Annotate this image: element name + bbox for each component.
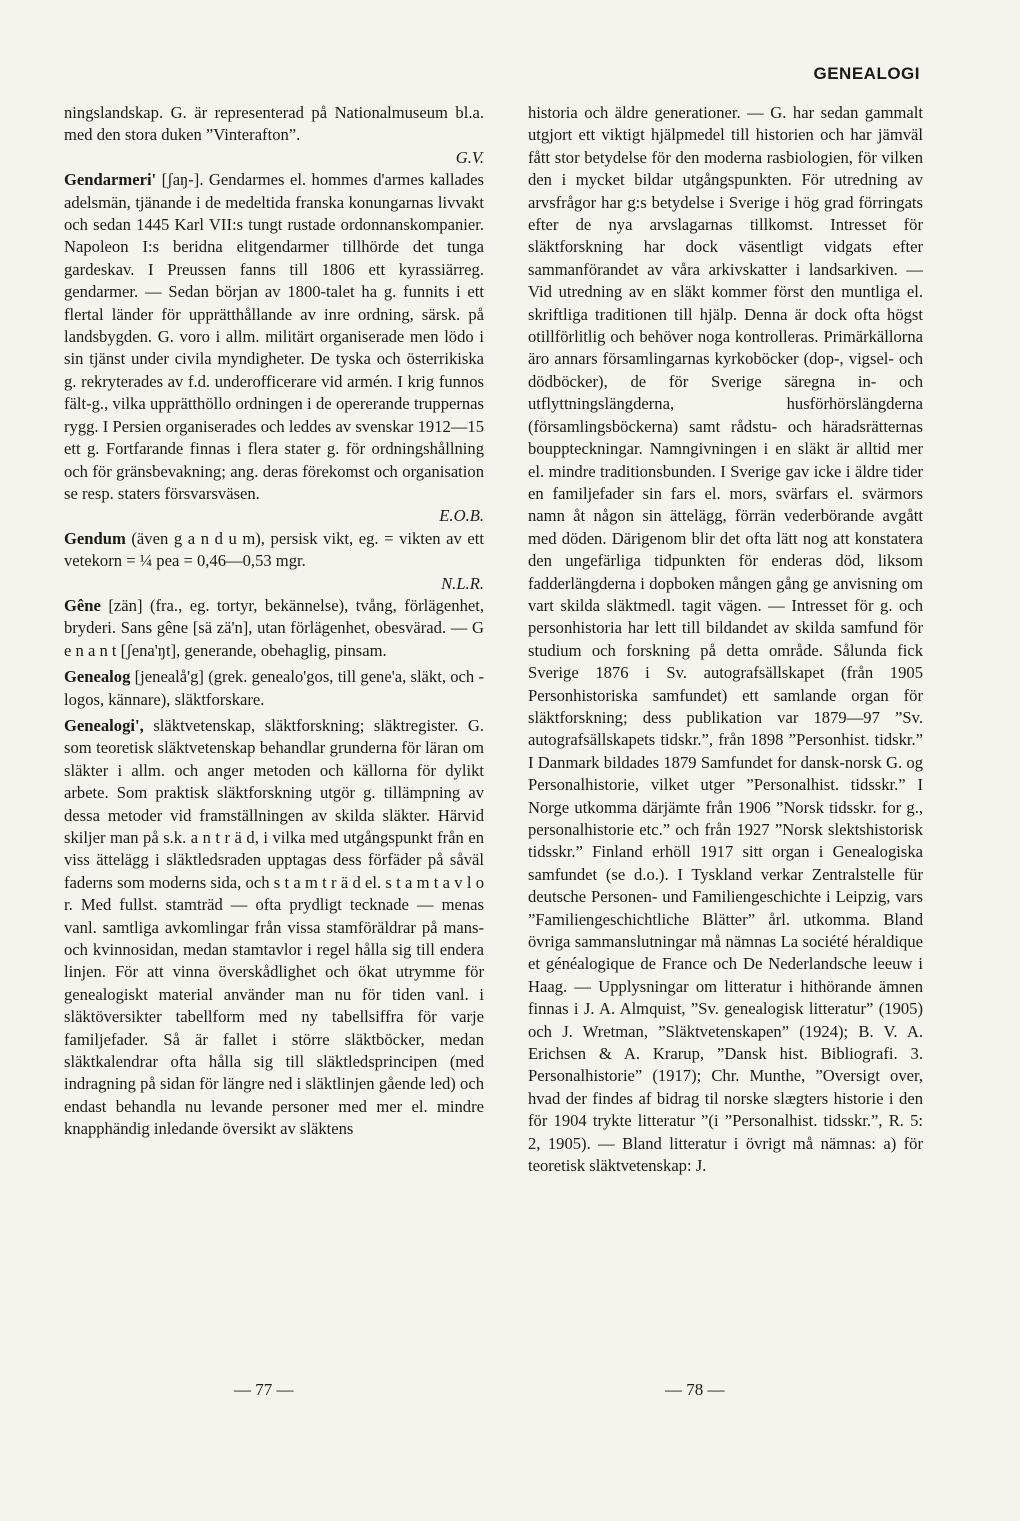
entry-genealogi	[64, 715, 484, 1141]
page-number-right: — 78 —	[665, 1380, 725, 1399]
paragraph-text: ningslandskap. G. är representerad på Nationalmuseum bl.a. med den stora duken ”Vinterafton”.	[64, 103, 484, 145]
entry-text: [ʃaŋ-]. Gendarmes el. hommes d'armes kallades adelsmän, tjänande i de medeltida franska konungarnas livvakt och sedan 1445 Karl VII:s tungt rustade ordonnanskompanier. Napoleon I:s beridna elitgendarmer tillhörde det tunga gardeskav. I Preussen fanns till 1806 ett kyrassiärreg. gendarmer. — Sedan början av 1800-talet ha g. funnits i ett flertal länder för upprätthållande av inre ordning, särsk. på landsbygden. G. voro i allm. militärt organiserade men lödo i sin tjänst under civila myndigheter. De tyska och österrikiska g. rekryterades av f.d. underofficerare vid armén. I krig funnos fält-g., vilka upprätthöllo ordningen i de opererande truppernas rygg. I Persien organiserades och leddes av svenskar 1912—15 ett g. Fortfarande finnas i flera stater g. för ordningshållning och för gränsbevakning; ang. deras förekomst och organisation se resp. staters försvarsväsen.	[64, 170, 484, 503]
author-signature: G.V.	[455, 147, 484, 167]
page-number-left: — 77 —	[234, 1380, 294, 1399]
headword: Genealog	[64, 667, 131, 687]
entry-gene	[64, 595, 484, 662]
left-column	[64, 102, 484, 1141]
right-column	[528, 102, 923, 1178]
entry-gendum	[64, 528, 484, 595]
entry-text: [zän] (fra., eg. tortyr, bekännelse), tvång, förlägenhet, bryderi. Sans gêne [sä zä'n], utan förlägenhet, obesvärad. — G e n a n t [ʃena'ŋt], generande, obehaglig, pinsam.	[64, 595, 484, 660]
entry-genealog	[64, 666, 484, 711]
headword: Genealogi',	[64, 715, 144, 735]
paragraph	[64, 102, 484, 169]
headword: Gêne	[64, 595, 101, 615]
entry-text: (även g a n d u m), persisk vikt, eg. = vikten av ett vetekorn = ¼ pea = 0,46—0,53 mgr.	[64, 528, 485, 571]
paragraph-text: historia och äldre generationer. — G. har sedan gammalt utgjort ett viktigt hjälpmedel till historien och har jämväl fått stor betydelse för den moderna rasbiologien, för vilken den i mycket bildar utgångspunkten. För utredning av arvsfrågor har g:s betydelse i Sverige i hög grad förringats efter de nya arvslagarnas tillkomst. Intresset för släktforskning har dock väsentligt vidgats efter sammanförandet av våra arkivskatter i landsarkiven. — Vid utredning av en släkt kommer först den muntliga el. skriftliga traditionen till hjälp. Denna är dock ofta högst otillförlitlig och behöver noga kontrolleras. Primärkällorna äro annars församlingarnas kyrkoböcker (dop-, vigsel- och dödböcker), de för Sverige säregna in- och utflyttningslängderna, husförhörslängderna (församlingsböckerna) samt rådstu- och häradsrätternas bouppteckningar. Namngivningen i en släkt är alltid mer el. mindre traditionsbunden. I Sverige gav icke i äldre tider en familjefader sin fars el. mors, svärfars el. svärmors namn åt någon sin ättelägg, förrän vederbörande avgått med döden. Därigenom blir det ofta lätt nog att konstatera den ungefärliga tidpunkten för enderas död, liksom fadderlängderna i dopboken mången gång ge anvisning om vart skilda släktmedl. tagit vägen. — Intresset för g. och personhistoria har lett till bildandet av skilda samfund för studium och forskning på detta område. Sålunda fick Sverige 1876 i Sv. autografsällskapet (från 1905 Personhistoriska samfundet) ett samlande organ för släktforskning; dess publikation var 1879—97 ”Sv. autografsällskapets tidskr.”, från 1898 ”Personhist. tidskr.” I Danmark bildades 1879 Samfundet for dansk-norsk G. og Personalhistorie, vilket utger ”Personalhist. tidsskr.” I Norge utkomma därjämte från 1906 ”Norsk tidsskr. for g., personalhistorie etc.” och från 1927 ”Norsk slektshistorisk tidsskr.” Finland erhöll 1917 sitt organ i Genealogiska samfundet (se d.o.). I Tyskland verkar Zentralstelle für deutsche Personen- und Familiengeschichte i Leipzig, vars ”Familiengeschichtliche Blätter” årl. utkomma. Bland övriga sammanslutningar må nämnas La société héraldique et généalogique de France och De Nederlandsche leeuw i Haag. — Upplysningar om litteratur i hithörande ämnen finnas i J. A. Almquist, ”Sv. genealogisk litteratur” (1905) och J. Wretman, ”Släktvetenskapen” (1924); B. V. A. Erichsen & A. Krarup, ”Dansk hist. Bibliografi. 3. Personalhistorie” (1917); Chr. Munthe, ”Oversigt over, hvad der findes af bidrag til norske slægters historie i den för 1904 trykte litteratur ”(i ”Personalhist. tidsskr.”, R. 5: 2, 1905). — Bland litteratur i övrigt må nämnas: a) för teoretisk släktvetenskap: J.	[528, 103, 923, 1176]
headword: Gendarmeri'	[64, 170, 157, 190]
entry-gendarmeri	[64, 169, 484, 528]
entry-text: [jenealå'g] (grek. genealo'gos, till gene'a, släkt, och -logos, kännare), släktforskare.	[64, 667, 484, 709]
headword: Gendum	[64, 528, 126, 548]
paragraph	[528, 102, 923, 1178]
author-signature: N.L.R.	[441, 573, 484, 593]
entry-text: släktvetenskap, släktforskning; släktregister. G. som teoretisk släktvetenskap behandlar grunderna för läran om släkter i allm. och anger metoden och källorna för dylikt arbete. Som praktisk släktforskning utgör g. tillämpning av dessa metoder vid framställningen av skilda släkter. Härvid skiljer man på s.k. a n t r ä d, i vilka med utgångspunkt från en viss ättelägg i släktledsraden upptagas dess förfäder på såväl faderns som moderns sida, och s t a m t r ä d el. s t a m t a v l o r. Med fullst. stamträd — ofta prydligt tecknade — menas vanl. samtliga avkomlingar från vissa stamföräldrar på mans- och kvinnosidan, medan stamtavlor i regel hålla sig till endera linjen. För att vinna överskådlighet och ökat utrymme för genealogiskt material använder man nu för tiden vanl. i släktöversikter tabellform med ny tabellsiffra för varje familjefader. Så är fallet i större släktböcker, medan släktkalendrar ofta hålla sig till släktledsprincipen (med indragning på sidan för längre ned i släktlinjen gående led) och endast behandla nu levande personer med mer el. mindre knapphändig inledande översikt av släktens	[64, 715, 484, 1139]
author-signature: E.O.B.	[439, 506, 484, 526]
running-header: GENEALOGI	[813, 64, 920, 83]
